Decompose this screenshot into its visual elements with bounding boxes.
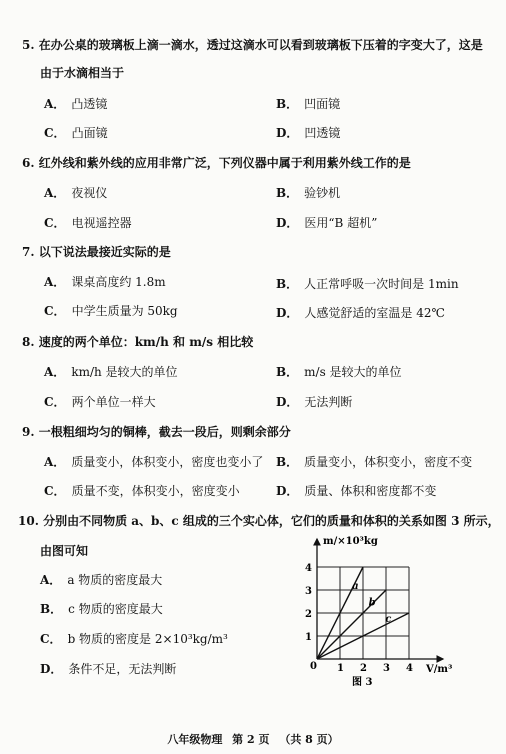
y-tick-labels (305, 563, 312, 643)
footer-page: 第 2 页 (232, 733, 270, 746)
figure-3-mass-volume-graph (293, 533, 453, 689)
option-d: D． 条件不足，无法判断 (40, 662, 177, 676)
question-10-stem-line-1 (18, 514, 500, 528)
question-text: 分别由不同物质 a、b、c 组成的三个实心体，它们的质量和体积的关系如图 3 所示， (43, 514, 500, 528)
question-number: 7. (22, 245, 35, 259)
x-tick-label: 2 (360, 663, 367, 674)
y-tick-label: 4 (305, 563, 312, 574)
option-c: C． 电视遥控器 (44, 216, 132, 230)
y-tick-label: 2 (305, 609, 312, 620)
option-a: A． 凸透镜 (44, 97, 108, 111)
option-d: D． 无法判断 (276, 395, 353, 409)
question-number: 10. (18, 514, 39, 528)
question-7-stem (22, 245, 171, 259)
question-8-stem (22, 335, 253, 349)
footer-total: （共 8 页） (279, 733, 339, 746)
line-label-b: b (368, 597, 376, 609)
figure-caption: 图 3 (352, 677, 373, 688)
option-a: A． 夜视仪 (44, 186, 108, 200)
y-tick-label: 1 (305, 632, 312, 643)
x-tick-labels (337, 663, 413, 674)
question-10-stem-line-2: 由图可知 (40, 544, 89, 558)
option-c: C． 两个单位一样大 (44, 395, 156, 409)
question-number: 9. (22, 425, 35, 439)
x-tick-label: 4 (406, 663, 413, 674)
origin-label: 0 (310, 661, 317, 672)
option-c: C． 中学生质量为 50kg (44, 304, 178, 318)
y-axis-label: m/×10³kg (323, 536, 378, 547)
line-label-c: c (385, 613, 392, 625)
option-a: A． a 物质的密度最大 (40, 573, 163, 587)
option-b: B． c 物质的密度最大 (40, 602, 163, 616)
option-d: D． 医用“B 超机” (276, 216, 378, 230)
option-b: B． 质量变小，体积变小，密度不变 (276, 455, 473, 469)
line-label-a: a (352, 580, 359, 592)
question-5-stem-line-1 (22, 38, 483, 52)
footer-subject: 八年级物理 (167, 733, 223, 746)
option-a: A． 质量变小，体积变小，密度也变小了 (44, 455, 264, 469)
option-c: C． b 物质的密度是 2×10³kg/m³ (40, 632, 228, 646)
option-a: A． km/h 是较大的单位 (44, 365, 178, 379)
y-tick-label: 3 (305, 586, 312, 597)
option-b: B． 凹面镜 (276, 97, 341, 111)
question-number: 8. (22, 335, 35, 349)
option-d: D． 质量、体积和密度都不变 (276, 484, 437, 498)
option-b: B． 人正常呼吸一次时间是 1min (276, 277, 459, 291)
question-text: 在办公桌的玻璃板上滴一滴水，透过这滴水可以看到玻璃板下压着的字变大了，这是 (38, 38, 483, 52)
question-number: 5. (22, 38, 35, 52)
option-b: B． m/s 是较大的单位 (276, 365, 402, 379)
page-footer (0, 731, 506, 747)
option-a: A． 课桌高度约 1.8m (44, 275, 166, 289)
question-text: 红外线和紫外线的应用非常广泛，下列仪器中属于利用紫外线工作的是 (38, 156, 411, 170)
x-tick-label: 1 (337, 663, 344, 674)
question-text: 一根粗细均匀的铜棒，截去一段后，则剩余部分 (38, 425, 291, 439)
option-d: D． 人感觉舒适的室温是 42℃ (276, 306, 445, 320)
question-text: 速度的两个单位：km/h 和 m/s 相比较 (38, 335, 254, 349)
question-5-stem-line-2: 由于水滴相当于 (40, 66, 125, 80)
option-d: D． 凹透镜 (276, 126, 341, 140)
option-c: C． 质量不变，体积变小，密度变小 (44, 484, 240, 498)
question-9-stem (22, 425, 291, 439)
option-c: C． 凸面镜 (44, 126, 108, 140)
option-b: B． 验钞机 (276, 186, 341, 200)
x-tick-label: 3 (383, 663, 390, 674)
x-axis-label: V/m³ (426, 664, 453, 675)
question-6-stem (22, 156, 411, 170)
question-number: 6. (22, 156, 35, 170)
question-text: 以下说法最接近实际的是 (38, 245, 171, 259)
